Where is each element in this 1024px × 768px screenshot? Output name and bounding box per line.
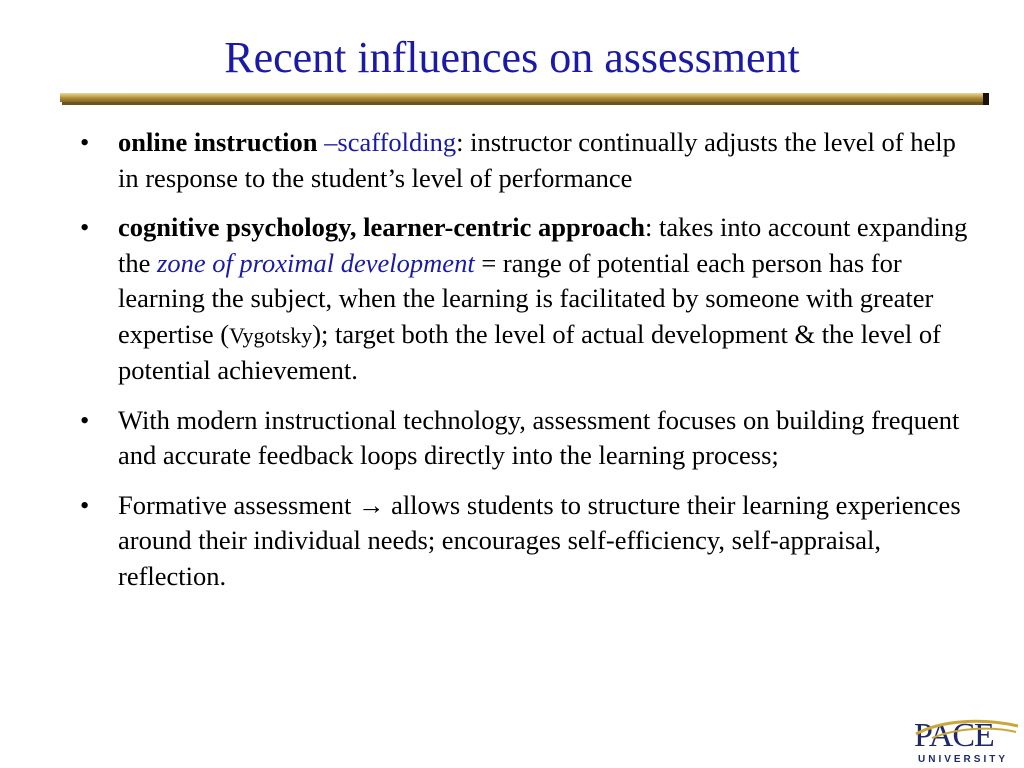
pace-university-logo xyxy=(912,712,1022,768)
bullet-dash: – xyxy=(317,127,338,157)
bullet-text: Formative assessment xyxy=(118,489,358,520)
bullet-text: allows students to structure their learning experiences around their individual needs; encourages self-efficiency, self-appraisal, reflection. xyxy=(118,489,961,591)
reference-vygotsky: Vygotsky xyxy=(229,322,313,348)
title-divider-shadow xyxy=(62,102,986,105)
bullet-marker: • xyxy=(80,127,90,157)
bullet-item-online-instruction xyxy=(78,125,978,196)
logo-subtitle: UNIVERSITY xyxy=(918,754,1009,765)
bullet-heading: online instruction xyxy=(118,127,318,157)
bullet-heading: cognitive psychology, learner-centric approach xyxy=(118,212,645,242)
title-divider xyxy=(60,93,986,102)
slide-title: Recent influences on assessment xyxy=(224,33,800,82)
arrow-icon: → xyxy=(357,489,385,520)
term-zone-of-proximal-development: zone of proximal development xyxy=(157,247,475,278)
bullet-item-formative-assessment xyxy=(78,488,978,595)
bullet-item-cognitive-psychology xyxy=(78,210,978,389)
bullet-marker: • xyxy=(80,212,90,242)
bullet-text: : instructor continually adjusts the level of help in response to the student’s level of performance xyxy=(118,127,956,193)
bullet-item-modern-technology xyxy=(78,403,978,474)
title-divider-cap xyxy=(983,93,989,105)
bullet-list xyxy=(78,125,978,608)
bullet-marker: • xyxy=(80,489,90,520)
bullet-text: With modern instructional technology, assessment focuses on building frequent and accurate feedback loops directly into the learning process; xyxy=(118,404,960,470)
bullet-marker: • xyxy=(80,404,90,435)
bullet-text: = range of potential each person has for learning the subject, when the learning is facilitated by someone with greater expertise ( xyxy=(118,247,934,349)
bullet-text: : takes into account expanding the xyxy=(118,212,968,278)
term-scaffolding: scaffolding xyxy=(337,127,457,157)
logo-wordmark: PACE xyxy=(914,717,994,754)
bullet-text: ); target both the level of actual development & the level of potential achievement. xyxy=(118,318,941,385)
